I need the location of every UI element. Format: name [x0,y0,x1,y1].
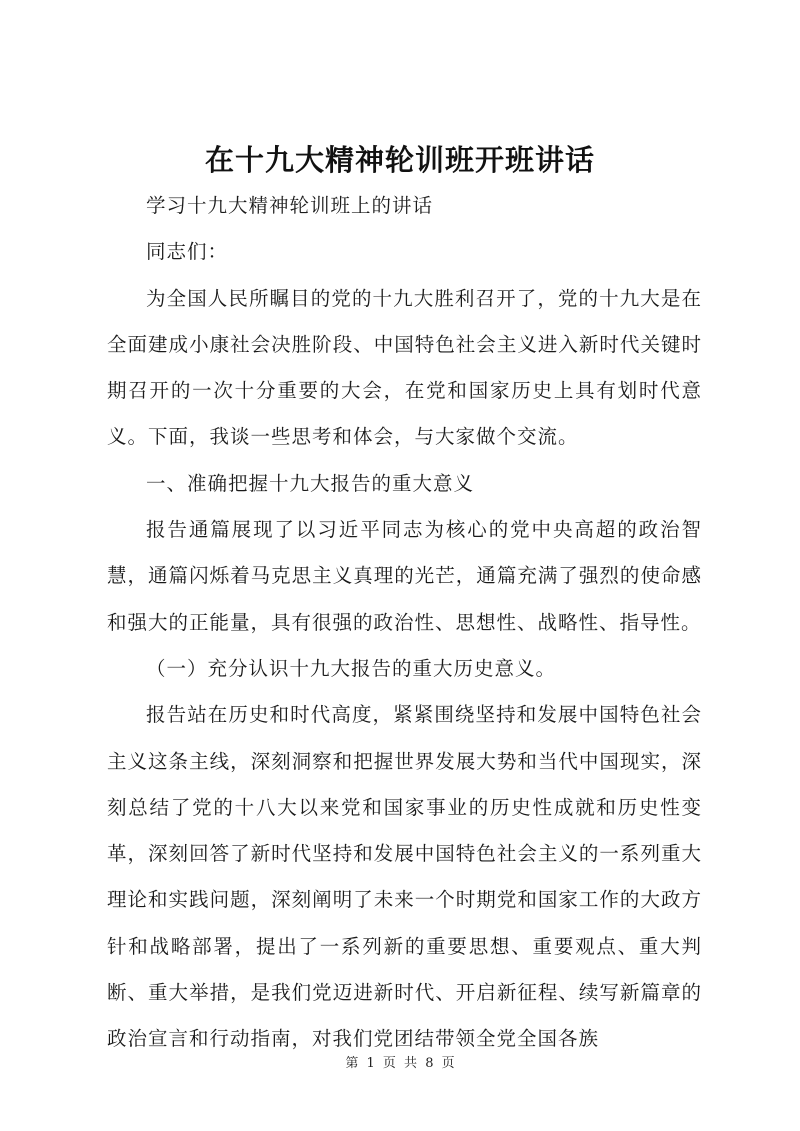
document-body [107,183,702,1063]
body-paragraph: 报告通篇展现了以习近平同志为核心的党中央高超的政治智慧，通篇闪烁着马克思主义真理的光芒，通篇充满了强烈的使命感和强大的正能量，具有很强的政治性、思想性、战略性、指导性。 [107,518,702,634]
body-paragraph: 为全国人民所瞩目的党的十九大胜利召开了，党的十九大是在全面建成小康社会决胜阶段、中国特色社会主义进入新时代关键时期召开的一次十分重要的大会，在党和国家历史上具有划时代意义。下面，我谈一些思考和体会，与大家做个交流。 [107,286,702,449]
body-paragraph: 报告站在历史和时代高度，紧紧围绕坚持和发展中国特色社会主义这条主线，深刻洞察和把握世界发展大势和当代中国现实，深刻总结了党的十八大以来党和国家事业的历史性成就和历史性变革，深刻回答了新时代坚持和发展中国特色社会主义的一系列重大理论和实践问题，深刻阐明了未来一个时期党和国家工作的大政方针和战略部署，提出了一系列新的重要思想、重要观点、重大判断、重大举措，是我们党迈进新时代、开启新征程、续写新篇章的政治宣言和行动指南，对我们党团结带领全党全国各族 [107,703,702,1051]
section-heading: 一、准确把握十九大报告的重大意义 [146,471,475,495]
page-number-footer: 第 1 页 共 8 页 [345,1056,455,1071]
document-title: 在十九大精神轮训班开班讲话 [204,143,595,177]
salutation-paragraph: 同志们： [146,240,229,264]
subsection-heading: （一）充分认识十九大报告的重大历史意义。 [146,656,557,680]
subtitle-paragraph: 学习十九大精神轮训班上的讲话 [146,194,434,217]
